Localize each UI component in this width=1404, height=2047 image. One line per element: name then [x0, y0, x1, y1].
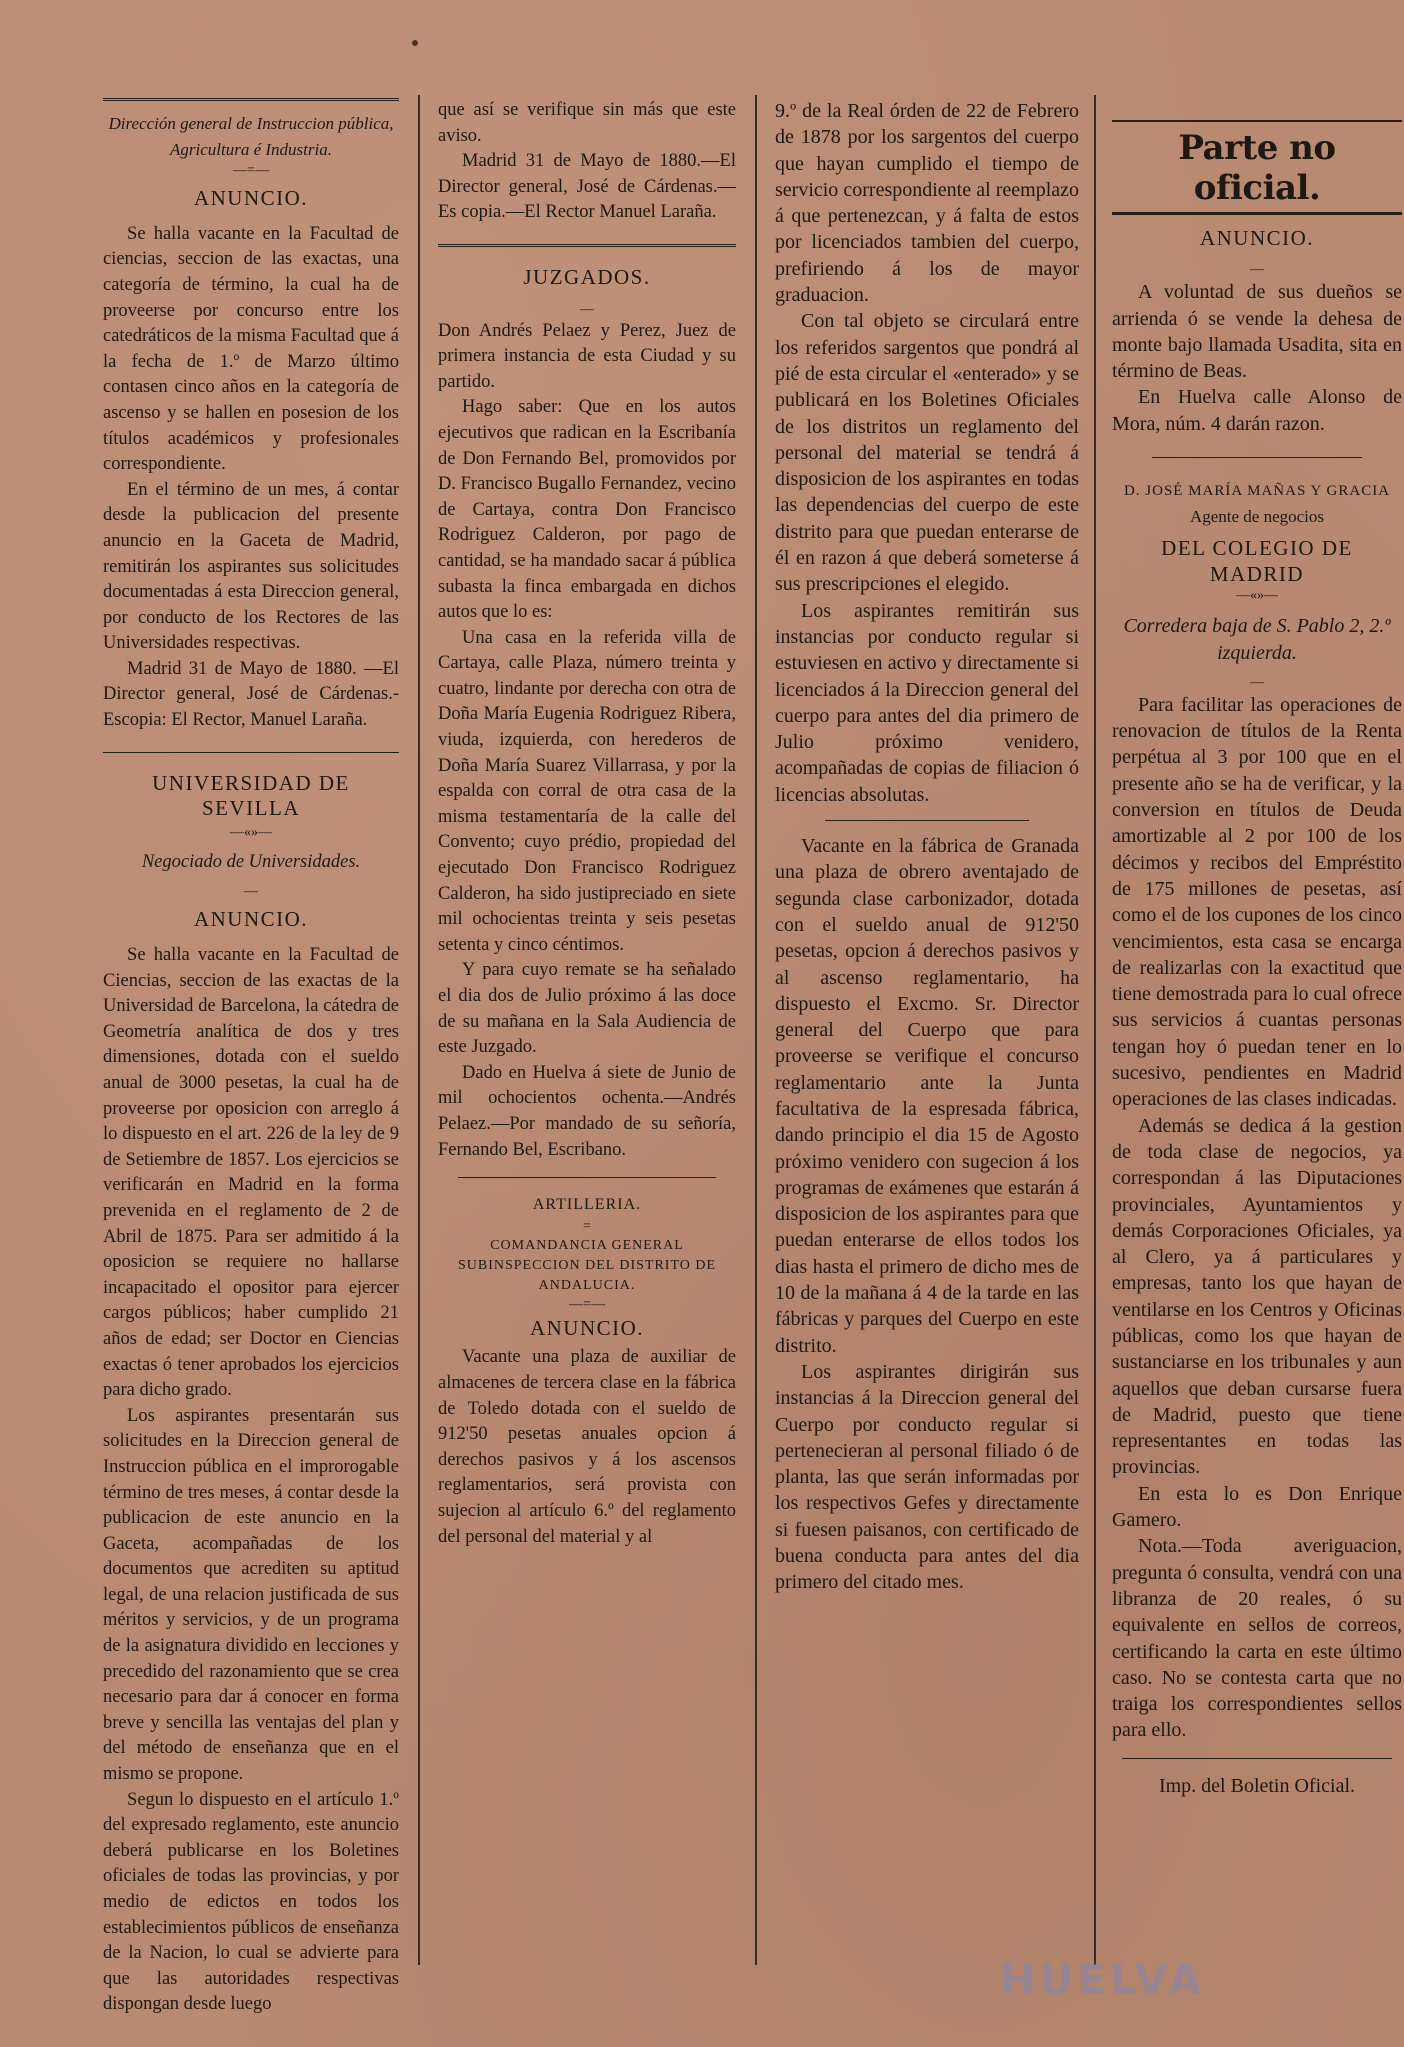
paragraph: A voluntad de sus dueños se arrienda ó se vende la dehesa de monte bajo llamada Usadita, sita en término de Beas.: [1112, 281, 1402, 383]
anuncio-title: ANUNCIO.: [529, 1315, 645, 1340]
column-rule-1: [418, 95, 420, 1965]
divider-rule: [458, 1177, 716, 1178]
divider-rule: [438, 244, 736, 247]
divider: —=—: [569, 1296, 605, 1312]
paragraph: Además se dedica á la gestion de toda clase de negocios, ya correspondan á las Diputaciones provinciales, Ayuntamientos y demás Corporaciones Oficiales, ya al Clero, ya á particulares y empresas, tanto los que hayan de ventilarse en los Centros y Oficinas públicas, como los que hayan de sustanciarse en los tribunales y aun aquellos que deban cursarse fuera de Madrid, puesto que tiene representantes en todas las provincias.: [1112, 1114, 1402, 1479]
paragraph: que así se verifique sin más que este aviso.: [438, 100, 736, 146]
agent-role: Agente de negocios: [1189, 507, 1325, 527]
section-title: ARTILLERIA.: [532, 1196, 642, 1214]
divider: —: [244, 884, 258, 900]
anuncio-title: ANUNCIO.: [193, 907, 309, 932]
paragraph: Nota.—Toda averiguacion, pregunta ó consulta, vendrá con una libranza de 20 reales, ó su equivalente en sellos de correos, certificando la carta en este último caso. No se contesta carta que no traiga los correspondientes sellos para ello.: [1112, 1535, 1402, 1742]
divider-rule: [1152, 457, 1362, 458]
divider: —«»—: [1236, 588, 1278, 604]
paragraph: Los aspirantes presentarán sus solicitudes en la Direccion general de Instruccion pública en el improrogable término de tres meses, á contar desde la publicacion de este anuncio en la Gaceta, acompañadas de los documentos que acrediten su aptitud legal, de una relacion justificada de sus méritos y servicios, y de un programa de la asignatura dividido en lecciones y precedido del razonamiento que se crea necesario para dar á conocer en forma breve y sencilla las ventajas del plan y del método de enseñanza que en el mismo se propone.: [103, 1405, 399, 1785]
address: Corredera baja de S. Pablo 2, 2.º izquierda.: [1123, 615, 1391, 664]
divider-rule: [825, 820, 1029, 821]
paragraph: Se halla vacante en la Facultad de ciencias, seccion de las exactas, una categoría de término, la cual ha de proveerse por concurso entre los catedráticos de la misma Facultad que á la fecha de 1.º de Marzo último contasen cinco años en la categoría de ascenso y se hallen en posesion de los títulos académicos y profesionales correspondiente.: [103, 223, 399, 475]
section-subtitle: COMANDANCIA GENERAL SUBINSPECCION DEL DISTRITO DE ANDALUCIA.: [457, 1237, 717, 1293]
judge-line: Don Andrés Pelaez y Perez, Juez de primera instancia de esta Ciudad y su partido.: [438, 320, 736, 392]
paragraph: Hago saber: Que en los autos ejecutivos que radican en la Escribanía de Don Fernando Bel, promovidos por D. Francisco Bugallo Fernandez, vecino de Cartaya, contra Don Francisco Rodriguez Calderon, por pago de cantidad, se ha mandado sacar á pública subasta la finca embargada en dichos autos que lo es:: [438, 397, 736, 623]
column-4: [1112, 120, 1402, 1799]
paragraph: Y para cuyo remate se ha señalado el dia dos de Julio próximo á las doce de su mañana en la Sala Audiencia de este Juzgado.: [438, 960, 736, 1058]
section-title: JUZGADOS.: [523, 264, 651, 289]
divider-rule: [1122, 1758, 1392, 1759]
divider: —: [1250, 674, 1264, 690]
signature: Madrid 31 de Mayo de 1880.—El Director general, José de Cárdenas.—Es copia.—El Rector Manuel Laraña.: [438, 151, 736, 223]
column-rule-2: [755, 95, 757, 1965]
agent-name: D. JOSÉ MARÍA MAÑAS Y GRACIA: [1123, 483, 1391, 500]
paragraph: Para facilitar las operaciones de renovacion de títulos de la Renta perpétua al 3 por 100 que en el presente año se ha de verificar, y la conversion en títulos de Deuda amortizable al 2 por 100 de los décimos y recibos del Empréstito de 175 millones de pesetas, así como el de los cupones de los cinco vencimientos, esta casa se encarga de realizarlas con la exactitud que tiene demostrada para lo cual ofrece sus servicios á cuantas personas tengan hoy ó puedan tener en lo sucesivo, pendientes en Madrid operaciones de las clases indicadas.: [1112, 693, 1402, 1111]
paragraph: Vacante una plaza de auxiliar de almacenes de tercera clase en la fábrica de Toledo dotada con el sueldo de 912'50 pesetas anuales opcion á derechos pasivos y á los ascensos reglamentarios, será provista con sujecion al artículo 6.º del reglamento del personal del material y al: [438, 1347, 736, 1547]
paragraph: En el término de un mes, á contar desde la publicacion del presente anuncio en la Gaceta de Madrid, remitirán los aspirantes sus solicitudes documentadas á esta Direccion general, por conducto de los Rectores de las Universidades respectivas.: [103, 479, 399, 654]
paragraph: 9.º de la Real órden de 22 de Febrero de 1878 por los sargentos del cuerpo que hayan cumplido el tiempo de servicio correspondiente al reemplazo á que pertenezcan, y á falta de estos por licenciados tambien del cuerpo, prefiriendo á los de mayor graduacion.: [775, 100, 1079, 307]
divider: —=—: [233, 163, 269, 179]
top-rule: [1112, 120, 1402, 122]
paragraph: Segun lo dispuesto en el artículo 1.º del expresado reglamento, este anuncio deberá publicarse en los Boletines oficiales de todas las provincias, y por medio de edictos en todos los establecimientos públicos de enseñanza de la Nacion, lo cual se advierte para que las autoridades respectivas dispongan desde luego: [103, 1789, 399, 2015]
column-3: [775, 98, 1079, 1596]
paragraph: Una casa en la referida villa de Cartaya, calle Plaza, número treinta y cuatro, lindante por derecha con otra de Doña María Eugenia Rodriguez Ribera, viuda, izquierda, con herederos de Doña María Suarez Villarrasa, y por la espalda con corral de otra casa de la misma testamentaría de la calle del Convento; cuyo prédio, propiedad del ejecutado Don Francisco Rodriguez Calderon, ha sido justipreciado en siete mil ochocientas treinta y seis pesetas setenta y cinco céntimos.: [438, 627, 736, 955]
paragraph: En Huelva calle Alonso de Mora, núm. 4 darán razon.: [1112, 386, 1402, 435]
divider-rule: [103, 752, 399, 753]
paragraph: Se halla vacante en la Facultad de Ciencias, seccion de las exactas de la Universidad de Barcelona, la cátedra de Geometría analítica de dos y tres dimensiones, dotada con el sueldo anual de 3000 pesetas, la cual ha de proveerse por oposicion con arreglo á lo dispuesto en el art. 226 de la ley de 9 de Setiembre de 1857. Los ejercicios se verificarán en Madrid en la forma prevenida en el reglamento de 2 de Abril de 1875. Para ser admitido á la oposicion se requiere no hallarse incapacitado el opositor para ejercer cargos públicos; haber cumplido 21 años de edad; ser Doctor en Ciencias exactas ó tener aprobados los ejercicios para dicho grado.: [103, 945, 399, 1401]
divider: —: [1250, 262, 1264, 278]
divider: —«»—: [230, 824, 272, 840]
column-1: [103, 90, 399, 2018]
paragraph: Los aspirantes remitirán sus instancias por conducto regular si estuviesen en activo y directamente si licenciados á la Direccion general del cuerpo para antes del dia primero de Julio próximo venidero, acompañadas de copias de filiacion ó licencias absolutas.: [775, 599, 1079, 806]
title-rule: [1112, 212, 1402, 215]
divider: —: [580, 301, 594, 317]
watermark: HUELVA: [1000, 1955, 1206, 2004]
divider: =: [583, 1218, 591, 1234]
section-title: Parte no oficial.: [1178, 128, 1336, 208]
imprint: Imp. del Boletin Oficial.: [1158, 1774, 1356, 1797]
page-mark: [412, 40, 418, 46]
section-header: Dirección general de Instruccion pública, Agricultura é Industria.: [108, 114, 394, 159]
paragraph: Dado en Huelva á siete de Junio de mil ochocientos ochenta.—Andrés Pelaez.—Por mandado de su señoría, Fernando Bel, Escribano.: [438, 1062, 736, 1160]
paragraph: En esta lo es Don Enrique Gamero.: [1112, 1482, 1402, 1532]
paragraph: Con tal objeto se circulará entre los referidos sargentos que pondrá al pié de esta circular el «enterado» y se publicará en los Boletines Oficiales de los distritos un reglamento del personal del material se tendrá á disposicion de los aspirantes en todas las dependencias del cuerpo de este distrito para que puedan enterarse de él en razon á que deberá someterse á sus prescripciones el elegido.: [775, 310, 1079, 596]
anuncio-title: ANUNCIO.: [1199, 226, 1315, 250]
paragraph: Vacante en la fábrica de Granada una plaza de obrero aventajado de segunda clase carbonizador, dotada con el sueldo anual de 912'50 pesetas, opcion á derechos pasivos y al ascenso reglamentario, ha dispuesto el Excmo. Sr. Director general del Cuerpo que para proveerse se verifique el concurso reglamentario ante la Junta facultativa de la espresada fábrica, dando principio el dia 15 de Agosto próximo venidero con sugecion á los programas de exámenes que estarán á disposicion de los aspirantes para que puedan enterarse de ellos todos los dias hasta el primero de dicho mes de 10 de la mañana á 4 de la tarde en las fábricas y parques del Cuerpo en este distrito.: [775, 835, 1079, 1357]
subheading: Negociado de Universidades.: [141, 851, 361, 872]
column-2: [438, 98, 736, 1550]
university-title: UNIVERSIDAD DE SEVILLA: [152, 770, 350, 821]
column-rule-3: [1094, 95, 1096, 1965]
agent-college: DEL COLEGIO DE MADRID: [1161, 535, 1353, 586]
anuncio-title: ANUNCIO.: [193, 186, 309, 211]
top-rule: [103, 98, 399, 101]
paragraph: Madrid 31 de Mayo de 1880. —El Director general, José de Cárdenas.-Escopia: El Rector, Manuel Laraña.: [103, 658, 399, 731]
paragraph: Los aspirantes dirigirán sus instancias á la Direccion general del Cuerpo por conducto regular si pertenecieran al personal filiado ó de planta, las que serán informadas por los respectivos Gefes y directamente si fuesen paisanos, con certificado de buena conducta para antes del dia primero del citado mes.: [775, 1360, 1079, 1594]
